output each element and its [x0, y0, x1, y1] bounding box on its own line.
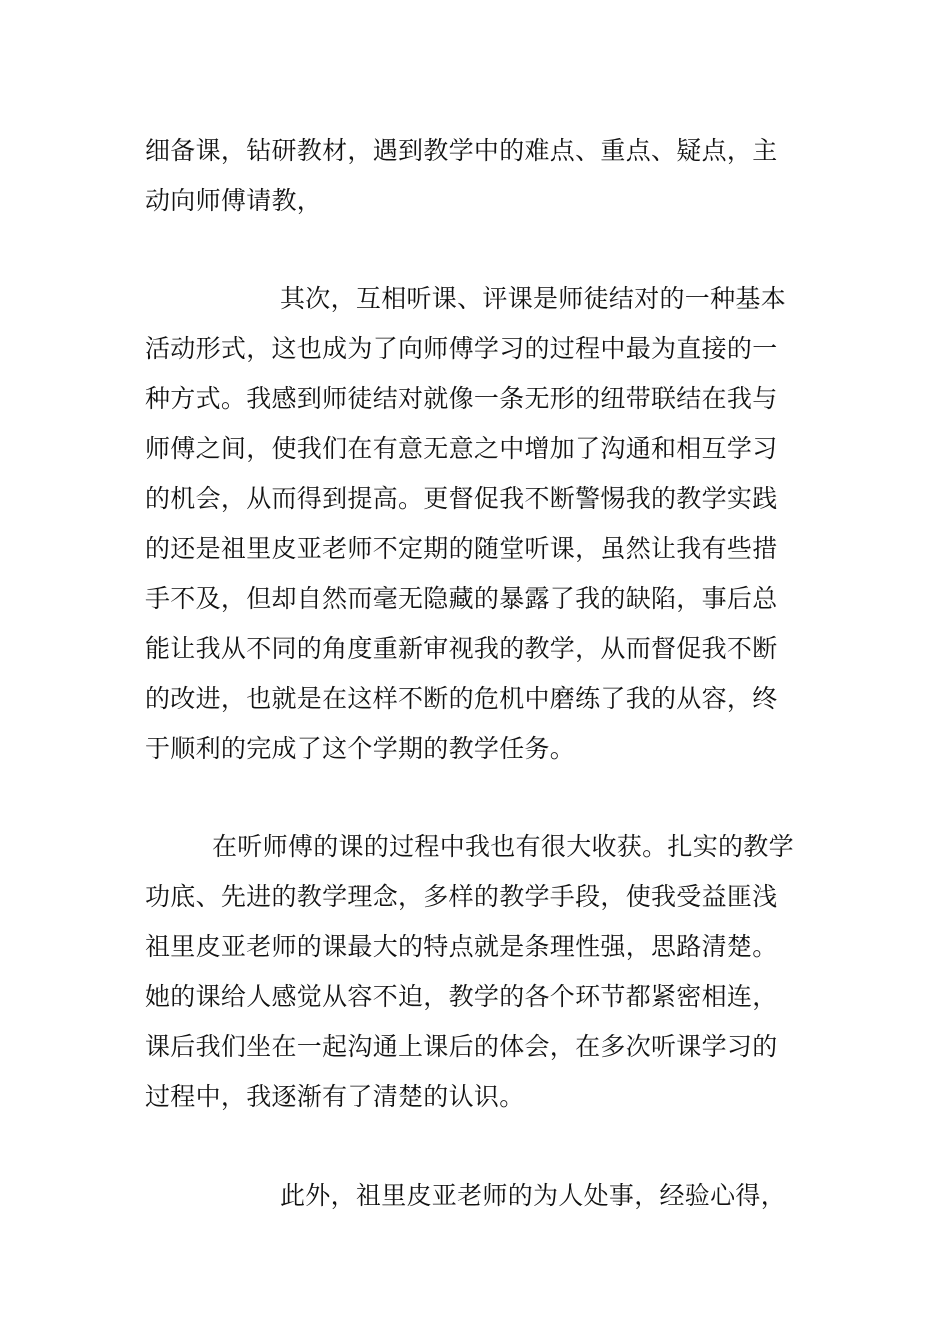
paragraph-line: 过程中，我逐渐有了清楚的认识。 — [145, 1082, 525, 1111]
paragraph-line: 的改进，也就是在这样不断的危机中磨练了我的从容，终 — [145, 684, 778, 713]
paragraph-line: 手不及，但却自然而毫无隐藏的暴露了我的缺陷，事后总 — [145, 584, 778, 613]
paragraph-line: 此外，祖里皮亚老师的为人处事，经验心得， — [280, 1181, 787, 1210]
paragraph-line: 其次，互相听课、评课是师徒结对的一种基本 — [280, 284, 787, 313]
paragraph-line: 在听师傅的课的过程中我也有很大收获。扎实的教学 — [212, 832, 794, 861]
paragraph-line: 她的课给人感觉从容不迫，教学的各个环节都紧密相连， — [145, 982, 778, 1011]
paragraph-line: 种方式。我感到师徒结对就像一条无形的纽带联结在我与 — [145, 384, 778, 413]
paragraph-line: 课后我们坐在一起沟通上课后的体会，在多次听课学习的 — [145, 1032, 778, 1061]
paragraph-line: 祖里皮亚老师的课最大的特点就是条理性强，思路清楚。 — [145, 932, 778, 961]
paragraph-line: 的还是祖里皮亚老师不定期的随堂听课，虽然让我有些措 — [145, 534, 778, 563]
paragraph-line: 活动形式，这也成为了向师傅学习的过程中最为直接的一 — [145, 334, 778, 363]
paragraph-line: 师傅之间，使我们在有意无意之中增加了沟通和相互学习 — [145, 434, 778, 463]
paragraph-line: 于顺利的完成了这个学期的教学任务。 — [145, 734, 576, 763]
paragraph-line: 的机会，从而得到提高。更督促我不断警惕我的教学实践 — [145, 484, 778, 513]
paragraph-line: 细备课，钻研教材，遇到教学中的难点、重点、疑点，主 — [145, 136, 778, 165]
paragraph-line: 功底、先进的教学理念，多样的教学手段，使我受益匪浅 — [145, 882, 778, 911]
paragraph-line: 能让我从不同的角度重新审视我的教学，从而督促我不断 — [145, 634, 778, 663]
paragraph-line: 动向师傅请教， — [145, 186, 323, 215]
